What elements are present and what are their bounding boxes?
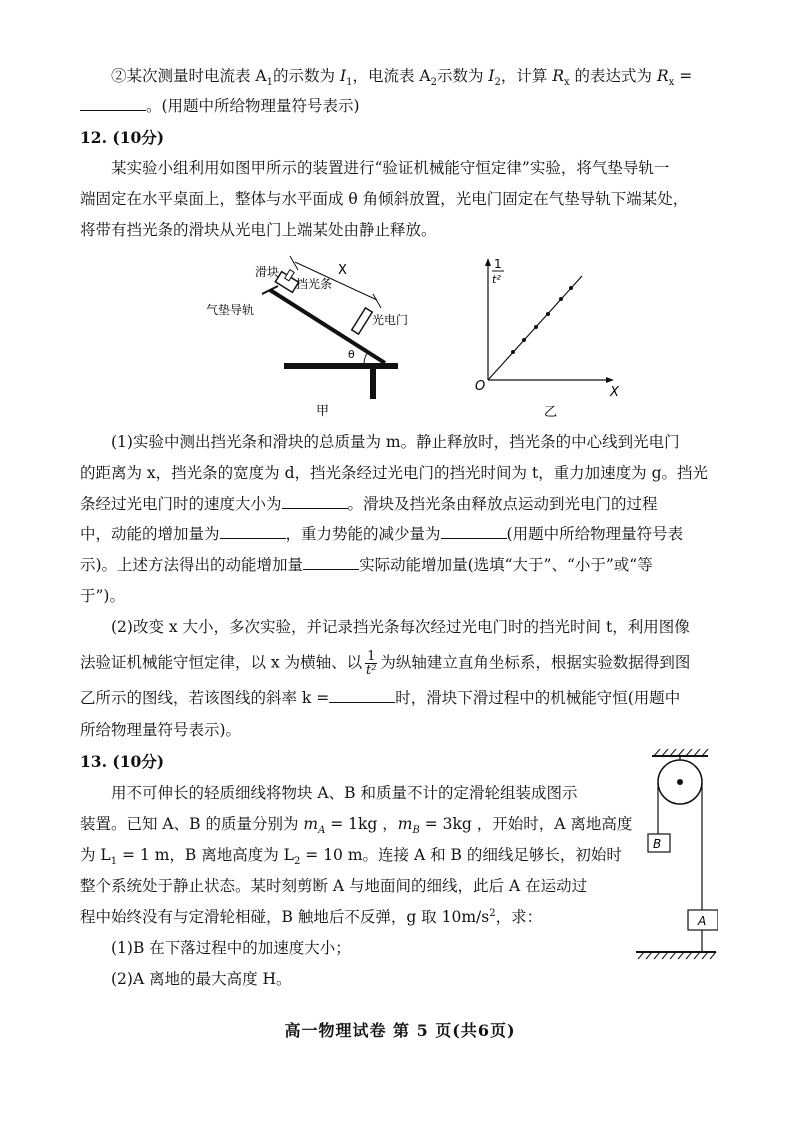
q13-symbol: m [397, 815, 413, 833]
q13-line4: 整个系统处于静止状态。某时刻剪断 A 与地面间的细线，此后 A 在运动过 [80, 877, 588, 895]
label-b: B [653, 837, 662, 851]
q12-text: 示)。上述方法得出的动能增加量 [80, 556, 304, 574]
ceiling-hatch [654, 749, 708, 756]
answer-blank[interactable] [329, 688, 395, 703]
q13-text: = 1kg ， [325, 815, 398, 833]
answer-blank[interactable] [303, 555, 359, 570]
x-arrow [606, 377, 614, 383]
answer-blank[interactable] [220, 524, 286, 539]
answer-blank[interactable] [80, 96, 146, 111]
fraction-numerator: 1 [367, 649, 376, 664]
q12-p1-line4 [80, 524, 742, 544]
q11-sub: 1 [346, 77, 353, 89]
table-leg [370, 369, 376, 399]
page-footer: 高一物理试卷 第 5 页(共6页) [284, 1021, 516, 1040]
data-point [511, 350, 515, 354]
q11-symbol: I [339, 67, 347, 85]
ground-hatch [638, 952, 716, 959]
q12-p1-line5 [80, 555, 742, 575]
q13-sub: B [412, 825, 420, 837]
q13-sup: 2 [489, 907, 496, 919]
q13-sub: A [318, 825, 326, 837]
caption-yi: 乙 [544, 405, 558, 420]
q12-p1-line3 [80, 494, 742, 514]
q11-text: ，计算 [500, 67, 553, 85]
y-label-num: 1 [494, 257, 502, 271]
label-x: X [338, 263, 347, 278]
q13-text: 程中始终没有与定滑轮相碰，B 触地后不反弹，g 取 10m/s [80, 908, 490, 926]
y-arrow [485, 258, 491, 266]
q11-sub: 1 [266, 77, 273, 89]
label-gate: 光电门 [372, 313, 409, 327]
q11-text: 的表达式为 [569, 67, 657, 85]
q12-p1-line6: 于”)。 [80, 587, 125, 605]
q12-text: 法验证机械能守恒定律，以 x 为横轴、以 [80, 653, 363, 672]
y-label-den: t² [492, 273, 501, 286]
q11-part2-line2 [80, 96, 742, 116]
q13-line1: 用不可伸长的轻质细线将物块 A、B 和质量不计的定滑轮组装成图示 [111, 784, 578, 802]
q12-text: 时，滑块下滑过程中的机械能守恒(用题中 [395, 689, 681, 707]
x-label: X [610, 385, 619, 400]
fraction [365, 650, 377, 677]
q11-text: = [674, 67, 693, 85]
q13-text: ，求： [495, 908, 543, 926]
q13-text: = 1 m，B 离地高度为 L [117, 846, 294, 864]
q13-question2: (2)A 离地的最大高度 H。 [111, 970, 292, 988]
q12-text: 实际动能增加量(选填“大于”、“小于”或“等 [359, 556, 653, 574]
photogate [352, 308, 373, 334]
q12-text: 条经过光电门时的速度大小为 [80, 495, 282, 513]
answer-blank[interactable] [441, 524, 507, 539]
q12-intro-line1: 某实验小组利用如图甲所示的装置进行“验证机械能守恒定律”实验，将气垫导轨一 [111, 159, 670, 177]
q13-symbol: m [303, 815, 319, 833]
distance-tick [373, 294, 381, 308]
q13-title: 13. (10分) [80, 752, 165, 771]
q11-part2-line1 [111, 66, 742, 89]
q11-symbol: I [488, 67, 495, 85]
q12-text: 中，动能的增加量为 [80, 525, 220, 543]
table-top [284, 363, 398, 369]
q13-question1: (1)B 在下落过程中的加速度大小； [111, 939, 351, 957]
q13-text: 为 L [80, 846, 111, 864]
q12-text: 。滑块及挡光条由释放点运动到光电门的过程 [347, 495, 658, 513]
q11-text: ，电流表 A [352, 67, 431, 85]
label-slider: 滑块 [255, 265, 280, 279]
q12-intro-line2: 端固定在水平桌面上，整体与水平面成 θ 角倾斜放置，光电门固定在气垫导轨下端某处， [80, 190, 689, 208]
data-point [559, 297, 563, 301]
q11-text: 的示数为 [273, 67, 340, 85]
label-rail: 气垫导轨 [206, 303, 255, 317]
q12-p1-line1: (1)实验中测出挡光条和滑块的总质量为 m。静止释放时，挡光条的中心线到光电门 [111, 433, 680, 451]
q11-sub: x [563, 77, 570, 89]
q13-text: 装置。已知 A、B 的质量分别为 [80, 815, 304, 833]
q11-symbol: R [552, 67, 564, 85]
q12-intro-line3: 将带有挡光条的滑块从光电门上端某处由静止释放。 [80, 221, 437, 239]
data-point [569, 286, 573, 290]
data-point [534, 325, 538, 329]
pulley-figure [632, 746, 718, 968]
q13-text: = 3kg ，开始时，A 离地高度 [419, 815, 633, 833]
label-a: A [698, 914, 707, 928]
q12-p2-line4: 所给物理量符号表示)。 [80, 721, 242, 739]
q12-p2-line1: (2)改变 x 大小，多次实验，并记录挡光条每次经过光电门时的挡光时间 t，利用图像 [111, 618, 690, 636]
data-point [546, 312, 550, 316]
q11-text: 示数为 [436, 67, 489, 85]
q12-title: 12. (10分) [80, 128, 165, 147]
q11-text: ②某次测量时电流表 A [111, 67, 267, 85]
q11-sub: 2 [430, 77, 437, 89]
q12-p2-line2 [80, 650, 742, 677]
q13-sub: 2 [293, 856, 301, 868]
q11-sub: x [668, 77, 675, 89]
pulley-axle [677, 779, 683, 785]
q12-p2-line3 [80, 688, 742, 708]
figure-jia [200, 250, 410, 425]
origin-label: O [475, 379, 486, 394]
caption-jia: 甲 [316, 404, 330, 419]
figure-yi [470, 252, 630, 424]
q11-text: 。(用题中所给物理量符号表示) [146, 97, 360, 115]
label-strip: 挡光条 [296, 277, 333, 291]
q12-text: (用题中所给物理量符号表 [506, 525, 684, 543]
q13-sub: 1 [110, 856, 118, 868]
theta-arc [364, 352, 368, 363]
q13-text: = 10 m。连接 A 和 B 的细线足够长，初始时 [300, 846, 622, 864]
label-theta: θ [348, 348, 355, 361]
q12-p1-line2: 的距离为 x，挡光条的宽度为 d，挡光条经过光电门的挡光时间为 t，重力加速度为 g。挡光 [80, 464, 709, 482]
answer-blank[interactable] [282, 494, 348, 509]
q11-symbol: R [656, 67, 669, 85]
q12-text: ，重力势能的减少量为 [285, 525, 441, 543]
q12-text: 为纵轴建立直角坐标系，根据实验数据得到图 [380, 653, 691, 672]
fraction-denominator: t² [366, 663, 377, 678]
q12-text: 乙所示的图线，若该图线的斜率 k = [80, 689, 330, 707]
q11-sub: 2 [494, 77, 501, 89]
data-point [522, 338, 526, 342]
